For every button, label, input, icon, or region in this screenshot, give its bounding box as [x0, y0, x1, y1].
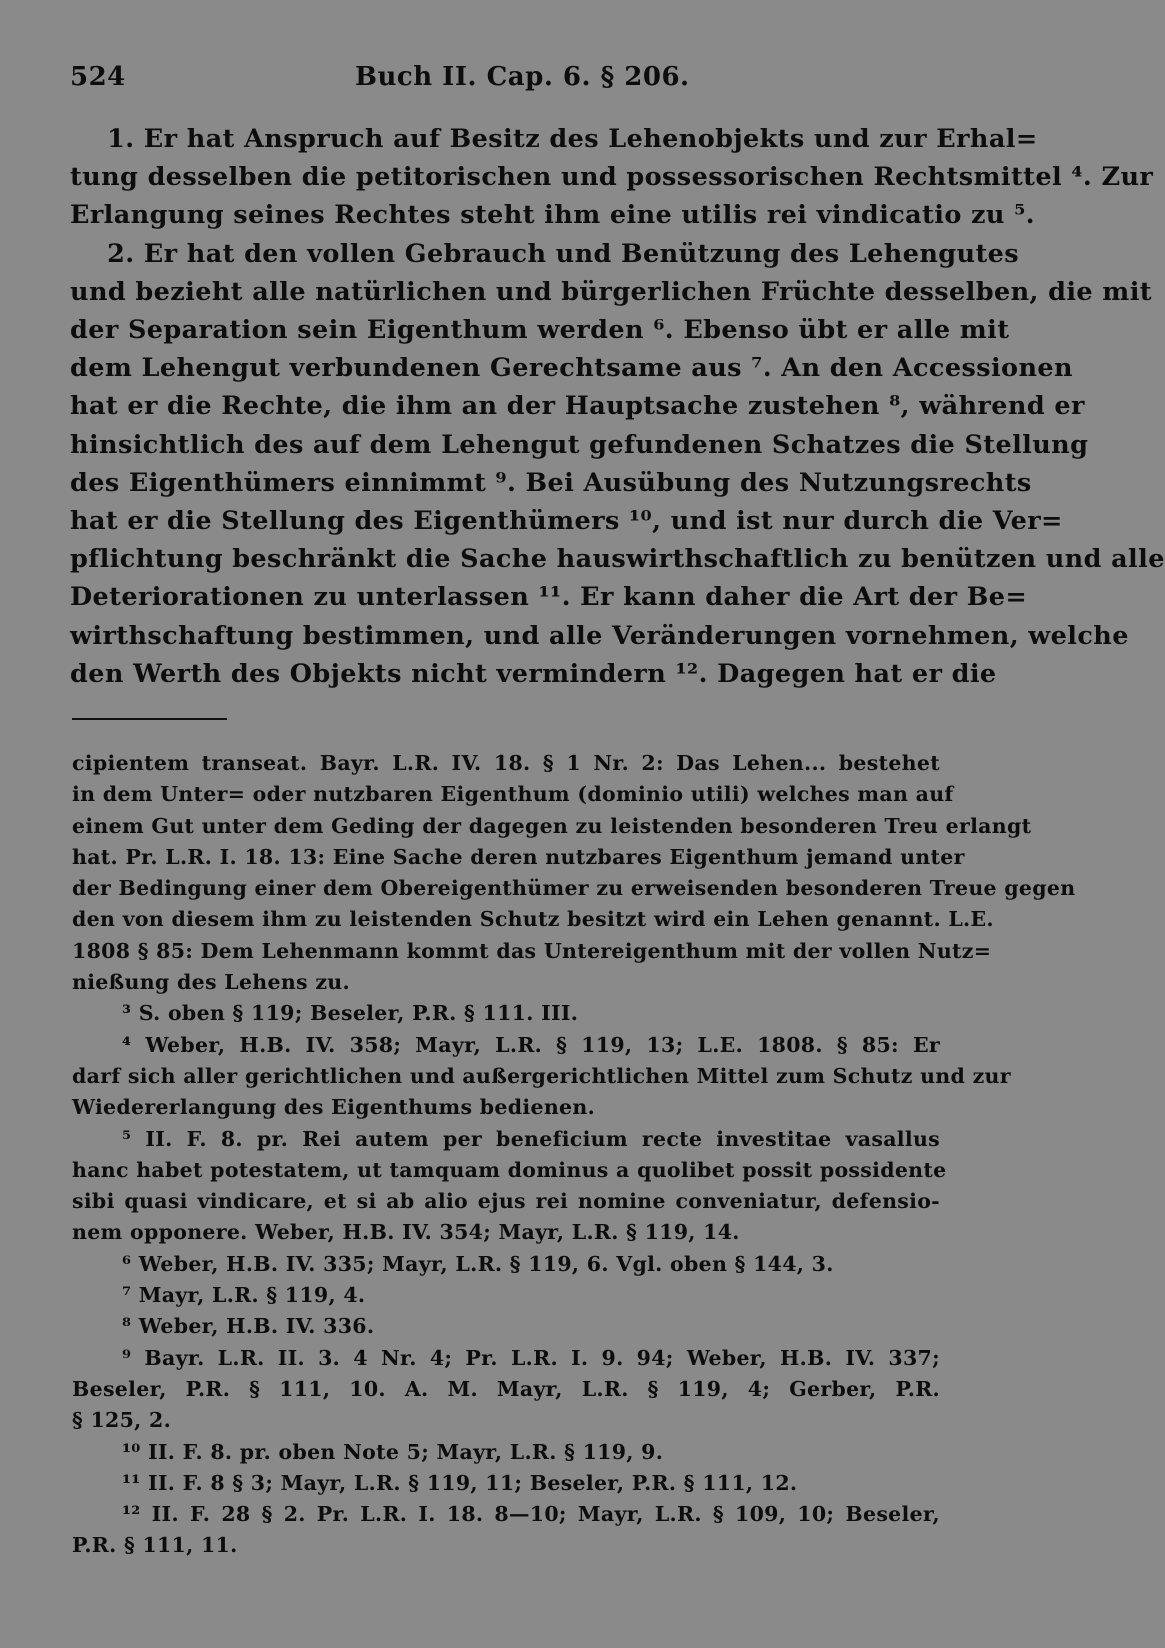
footnote-line: P.R. § 111, 11. — [72, 1533, 238, 1558]
footnote-line: nem opponere. Weber, H.B. IV. 354; Mayr, L.R. § 119, 14. — [72, 1220, 740, 1245]
text-line: 1. Er hat Anspruch auf Besitz des Lehenobjekts und zur Erhal= — [70, 124, 1038, 154]
text-line: der Separation sein Eigenthum werden ⁶. Ebenso übt er alle mit — [70, 315, 1010, 346]
text-line: Erlangung seines Rechtes steht ihm eine utilis rei vindicatio zu ⁵. — [70, 200, 1035, 231]
footnote-line: ⁵ II. F. 8. pr. Rei autem per beneficium recte investitae vasallus — [122, 1126, 940, 1151]
running-head: Buch II. Cap. 6. § 206. — [355, 62, 690, 92]
footnote-line: der Bedingung einer dem Obereigenthümer zu erweisenden besonderen Treue gegen — [72, 876, 1076, 901]
text-line: 2. Er hat den vollen Gebrauch und Benützung des Lehengutes — [70, 238, 1020, 269]
text-line: den Werth des Objekts nicht vermindern ¹². Dagegen hat er die — [70, 658, 997, 689]
footnote-line: hat. Pr. L.R. I. 18. 13: Eine Sache deren nutzbares Eigenthum jemand unter — [72, 844, 965, 869]
text-line: wirthschaftung bestimmen, und alle Veränderungen vornehmen, welche — [70, 620, 1129, 651]
footnote-line: ⁴ Weber, H.B. IV. 358; Mayr, L.R. § 119, 13; L.E. 1808. § 85: Er — [122, 1032, 940, 1057]
footnote-line: hanc habet potestatem, ut tamquam dominus a quolibet possit possidente — [72, 1157, 947, 1182]
footnote-line: ³ S. oben § 119; Beseler, P.R. § 111. III. — [122, 1001, 579, 1026]
footnote-separator — [72, 718, 227, 720]
footnote-line: ¹¹ II. F. 8 § 3; Mayr, L.R. § 119, 11; Beseler, P.R. § 111, 12. — [122, 1470, 798, 1495]
text-line: hat er die Rechte, die ihm an der Hauptsache zustehen ⁸, während er — [70, 391, 1085, 422]
footnote-line: 1808 § 85: Dem Lehenmann kommt das Untereigenthum mit der vollen Nutz= — [72, 938, 992, 963]
footnote-line: sibi quasi vindicare, et si ab alio ejus rei nomine conveniatur, defensio- — [72, 1189, 940, 1214]
footnote-line: ⁷ Mayr, L.R. § 119, 4. — [122, 1283, 366, 1308]
footnotes — [72, 748, 1076, 1562]
text-line: pflichtung beschränkt die Sache hauswirthschaftlich zu benützen und alle — [70, 544, 1165, 575]
text-line: dem Lehengut verbundenen Gerechtsame aus ⁷. An den Accessionen — [70, 353, 1073, 384]
text-line: Deteriorationen zu unterlassen ¹¹. Er kann daher die Art der Be= — [70, 582, 1028, 613]
footnote-line: den von diesem ihm zu leistenden Schutz besitzt wird ein Lehen genannt. L.E. — [72, 907, 994, 932]
footnote-line: § 125, 2. — [72, 1408, 172, 1433]
text-line: des Eigenthümers einnimmt ⁹. Bei Ausübung des Nutzungsrechts — [70, 467, 1032, 498]
footnote-line: cipientem transeat. Bayr. L.R. IV. 18. § 1 Nr. 2: Das Lehen... bestehet — [72, 751, 940, 775]
text-line: hat er die Stellung des Eigenthümers ¹⁰, und ist nur durch die Ver= — [70, 506, 1063, 537]
text-line: hinsichtlich des auf dem Lehengut gefundenen Schatzes die Stellung — [70, 429, 1089, 460]
footnote-line: ⁸ Weber, H.B. IV. 336. — [122, 1314, 375, 1339]
text-line: tung desselben die petitorischen und possessorischen Rechtsmittel ⁴. Zur — [70, 162, 1154, 193]
footnote-line: nießung des Lehens zu. — [72, 970, 350, 995]
footnote-line: ¹⁰ II. F. 8. pr. oben Note 5; Mayr, L.R. § 119, 9. — [122, 1439, 664, 1464]
footnote-line: Wiedererlangung des Eigenthums bedienen. — [72, 1095, 596, 1120]
footnote-line: ¹² II. F. 28 § 2. Pr. L.R. I. 18. 8—10; Mayr, L.R. § 109, 10; Beseler, — [122, 1502, 940, 1527]
footnote-line: einem Gut unter dem Geding der dagegen zu leistenden besonderen Treu erlangt — [72, 813, 1032, 838]
footnote-line: in dem Unter= oder nutzbaren Eigenthum (dominio utili) welches man auf — [72, 782, 954, 807]
footnote-line: ⁹ Bayr. L.R. II. 3. 4 Nr. 4; Pr. L.R. I. 9. 94; Weber, H.B. IV. 337; — [122, 1345, 940, 1370]
text-line: und bezieht alle natürlichen und bürgerlichen Früchte desselben, die mit — [70, 276, 1152, 307]
footnote-line: Beseler, P.R. § 111, 10. A. M. Mayr, L.R. § 119, 4; Gerber, P.R. — [72, 1376, 940, 1401]
footnote-line: darf sich aller gerichtlichen und außergerichtlichen Mittel zum Schutz und zur — [72, 1063, 1011, 1088]
footnote-line: ⁶ Weber, H.B. IV. 335; Mayr, L.R. § 119, 6. Vgl. oben § 144, 3. — [122, 1251, 834, 1276]
page-number: 524 — [70, 62, 126, 92]
main-text — [70, 120, 1165, 693]
